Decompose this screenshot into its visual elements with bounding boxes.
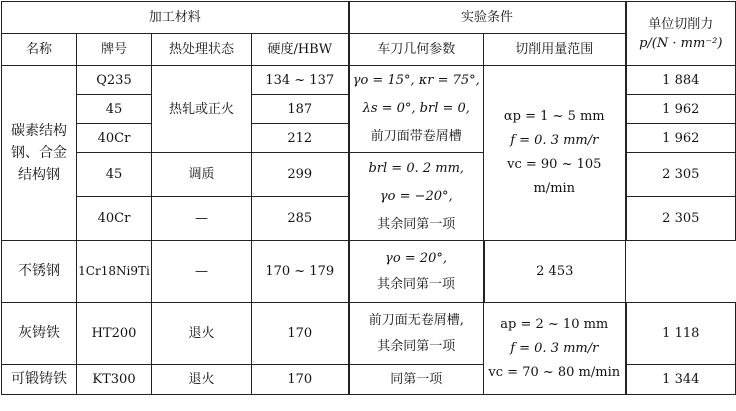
category-carbon-steel — [2, 66, 77, 241]
col-hardness: 硬度/HBW — [252, 34, 349, 66]
category-label: 碳素结构钢、合金结构钢 — [11, 123, 67, 183]
grade-cell: 45 — [77, 95, 152, 124]
geometry-2 — [349, 153, 484, 241]
heat-cell: 调质 — [152, 153, 252, 197]
hardness-cell: 212 — [252, 124, 349, 153]
header-material: 加工材料 — [2, 2, 349, 34]
geo4-line1: 前刀面无卷屑槽, — [368, 312, 464, 328]
name-cell: 灰铸铁 — [2, 303, 77, 365]
col-heat: 热处理状态 — [152, 34, 252, 66]
geo1-line2: λs = 0°, brl = 0, — [362, 101, 470, 116]
grade-cell: 45 — [77, 153, 152, 197]
header-conditions: 实验条件 — [349, 2, 626, 34]
cutting-force-table — [1, 1, 736, 395]
cut2-line3: vc = 70 ~ 80 m/min — [488, 364, 621, 380]
hardness-cell: 170 — [252, 303, 349, 365]
heat-cell: 退火 — [152, 303, 252, 365]
hardness-cell: 187 — [252, 95, 349, 124]
geometry-5: 同第一项 — [349, 365, 484, 395]
name-cell: 可锻铸铁 — [2, 365, 77, 395]
geo2-line3: 其余同第一项 — [377, 216, 456, 232]
force-cell: 1 884 — [626, 66, 736, 95]
unit-expr: p/(N · mm⁻²) — [639, 35, 723, 51]
hardness-cell: 170 — [252, 365, 349, 395]
force-cell: 1 118 — [626, 303, 736, 365]
cut2-line2: f = 0. 3 mm/r — [510, 340, 599, 356]
grade-cell: 40Cr — [77, 197, 152, 241]
geometry-1 — [349, 66, 484, 153]
geo1-line1: γo = 15°, κr = 75°, — [352, 73, 480, 88]
grade-cell: 1Cr18Ni9Ti — [77, 241, 152, 303]
cutting-range-1 — [484, 66, 626, 241]
heat-cell: — — [152, 197, 252, 241]
geo1-line3: 前刀面带卷屑槽 — [370, 129, 462, 144]
geo2-line2: γo = −20°, — [379, 188, 453, 204]
force-cell: 2 305 — [626, 153, 736, 197]
hardness-cell: 170 ~ 179 — [252, 241, 349, 303]
heat-cell: 退火 — [152, 365, 252, 395]
geo4-line2: 其余同第一项 — [377, 338, 456, 354]
col-name: 名称 — [2, 34, 77, 66]
force-cell: 1 962 — [626, 124, 736, 153]
heat-hot-rolled: 热轧或正火 — [152, 66, 252, 153]
cut2-line1: ap = 2 ~ 10 mm — [500, 316, 609, 332]
geo2-line1: brl = 0. 2 mm, — [368, 160, 465, 176]
cutting-range-2 — [484, 303, 626, 395]
hardness-cell: 299 — [252, 153, 349, 197]
grade-cell: KT300 — [77, 365, 152, 395]
geometry-3 — [349, 241, 484, 303]
header-unit-force — [626, 2, 736, 66]
hardness-cell: 134 ~ 137 — [252, 66, 349, 95]
grade-cell: Q235 — [77, 66, 152, 95]
force-cell: 2 305 — [626, 197, 736, 241]
col-cutting: 切削用量范围 — [484, 34, 626, 66]
cut1-line2: f = 0. 3 mm/r — [510, 133, 599, 148]
cut1-line1: αp = 1 ~ 5 mm — [503, 109, 605, 124]
cut1-line3: vc = 90 ~ 105 m/min — [507, 157, 602, 196]
geometry-4 — [349, 303, 484, 365]
col-grade: 牌号 — [77, 34, 152, 66]
geo3-line2: 其余同第一项 — [377, 276, 456, 292]
hardness-cell: 285 — [252, 197, 349, 241]
grade-cell: 40Cr — [77, 124, 152, 153]
geo3-line1: γo = 20°, — [385, 250, 447, 266]
heat-cell: — — [152, 241, 252, 303]
name-cell: 不锈钢 — [2, 241, 77, 303]
force-cell: 1 344 — [626, 365, 736, 395]
force-cell: 1 962 — [626, 95, 736, 124]
col-geometry: 车刀几何参数 — [349, 34, 484, 66]
grade-cell: HT200 — [77, 303, 152, 365]
unit-title: 单位切削力 — [648, 16, 714, 32]
force-cell: 2 453 — [484, 241, 626, 303]
